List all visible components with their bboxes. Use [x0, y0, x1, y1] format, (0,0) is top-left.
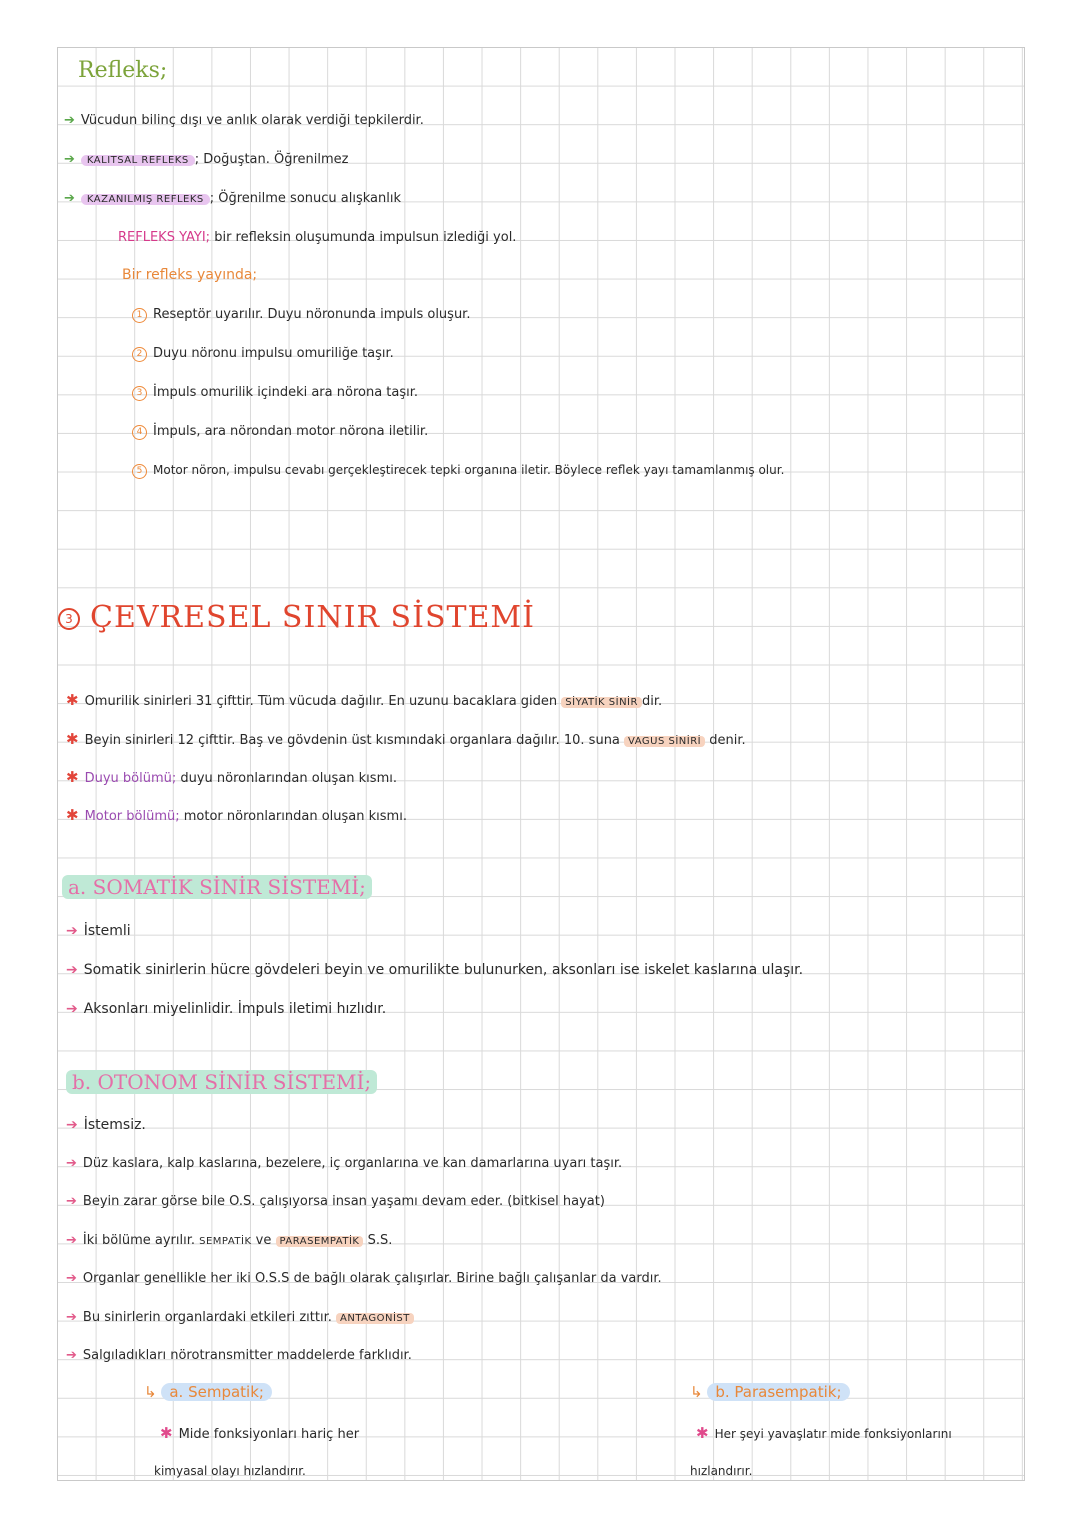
vagus-siniri-highlight: VAGUS SİNİRİ: [624, 736, 705, 747]
arrow-icon: ➔: [66, 1233, 77, 1248]
motor-bolumu-line: ✱ Motor bölümü; motor nöronlarından oluşan kısmı.: [66, 806, 407, 824]
step-number-icon: 2: [132, 347, 147, 362]
arrow-icon: ➔: [66, 1001, 78, 1017]
arrow-icon: ➔: [66, 923, 78, 939]
sub-arrow-icon: ↳: [690, 1383, 703, 1401]
step-number-icon: 5: [132, 464, 147, 479]
star-icon: ✱: [66, 730, 79, 748]
otonom-title: b. OTONOM SİNİR SİSTEMİ;: [66, 1073, 377, 1091]
somatik-title: a. SOMATİK SİNİR SİSTEMİ;: [62, 878, 372, 896]
cevresel-heading: [58, 598, 535, 644]
siyatik-sinir-highlight: SİYATİK SİNİR: [561, 697, 642, 708]
antagonist-highlight: ANTAGONİST: [336, 1313, 414, 1324]
grid-notebook-page: [57, 47, 1025, 1481]
cevresel-bullet: ✱ Beyin sinirleri 12 çifttir. Baş ve gövdenin üst kısmındaki organlara dağılır. 10. suna VAGUS SİNİRİ denir.: [66, 730, 746, 748]
sempatik-text: ✱ Mide fonksiyonları hariç her: [160, 1424, 360, 1442]
otonom-line: ➔ Beyin zarar görse bile O.S. çalışıyorsa insan yaşamı devam eder. (bitkisel hayat): [66, 1194, 605, 1209]
otonom-iki-bolum-line: ➔ İki bölüme ayrılır. SEMPATİK ve PARASEMPATİK S.S.: [66, 1233, 393, 1248]
otonom-line: ➔ Salgıladıkları nörotransmitter maddelerde farklıdır.: [66, 1348, 412, 1363]
parasempatik-heading: ↳ b. Parasempatik;: [690, 1383, 850, 1401]
arrow-icon: ➔: [66, 1117, 78, 1133]
duyu-bolumu-label: Duyu bölümü;: [84, 771, 177, 786]
refleks-yayi-label: REFLEKS YAYI;: [118, 230, 211, 245]
refleks-definition: ➔ Vücudun bilinç dışı ve anlık olarak verdiği tepkilerdir.: [64, 113, 424, 128]
step-number-icon: 3: [132, 386, 147, 401]
kazanilmis-refleks-line: ➔ KAZANILMIŞ REFLEKS ; Öğrenilme sonucu alışkanlık: [64, 191, 402, 206]
refleks-step: 4 İmpuls, ara nörondan motor nörona iletilir.: [132, 423, 428, 441]
otonom-line: ➔ Düz kaslara, kalp kaslarına, bezelere, iç organlarına ve kan damarlarına uyarı taşır.: [66, 1156, 623, 1171]
sub-arrow-icon: ↳: [144, 1383, 157, 1401]
section-number-icon: 3: [58, 608, 80, 630]
arrow-icon: ➔: [66, 962, 78, 978]
duyu-bolumu-line: ✱ Duyu bölümü; duyu nöronlarından oluşan kısmı.: [66, 768, 397, 786]
star-icon: ✱: [696, 1424, 709, 1442]
cevresel-title: ÇEVRESEL SINIR SİSTEMİ: [90, 600, 535, 635]
kalitsal-refleks-line: ➔ KALITSAL REFLEKS ; Doğuştan. Öğrenilmez: [64, 152, 349, 167]
arrow-icon: ➔: [66, 1310, 77, 1325]
arrow-icon: ➔: [64, 113, 75, 128]
star-icon: ✱: [160, 1424, 173, 1442]
refleks-step: 5 Motor nöron, impulsu cevabı gerçekleştirecek tepki organına iletir. Böylece reflek yayı tamamlanmış olur.: [132, 461, 784, 479]
sempatik-label: SEMPATİK: [199, 1236, 252, 1247]
somatik-line: ➔ Somatik sinirlerin hücre gövdeleri beyin ve omurilikte bulunurken, aksonları ise iskelet kaslarına ulaşır.: [66, 962, 804, 978]
refleks-title: Refleks;: [78, 58, 168, 83]
arrow-icon: ➔: [64, 191, 75, 206]
refleks-step: 2 Duyu nöronu impulsu omuriliğe taşır.: [132, 345, 394, 363]
kalitsal-refleks-label: KALITSAL REFLEKS: [81, 155, 195, 166]
arrow-icon: ➔: [66, 1194, 77, 1209]
otonom-line: ➔ Organlar genellikle her iki O.S.S de bağlı olarak çalışırlar. Birine bağlı çalışanlar da vardır.: [66, 1271, 662, 1286]
parasempatik-label: PARASEMPATİK: [276, 1236, 364, 1247]
star-icon: ✱: [66, 691, 79, 709]
refleks-yayi-line: REFLEKS YAYI; bir refleksin oluşumunda impulsun izlediği yol.: [118, 230, 517, 245]
refleks-yayi-intro: Bir refleks yayında;: [122, 267, 258, 283]
star-icon: ✱: [66, 806, 79, 824]
otonom-antagonist-line: ➔ Bu sinirlerin organlardaki etkileri zıttır. ANTAGONİST: [66, 1309, 414, 1328]
sempatik-text: kimyasal olayı hızlandırır.: [154, 1464, 306, 1478]
step-number-icon: 1: [132, 308, 147, 323]
star-icon: ✱: [66, 768, 79, 786]
sempatik-heading: ↳ a. Sempatik;: [144, 1383, 272, 1401]
arrow-icon: ➔: [66, 1271, 77, 1286]
arrow-icon: ➔: [66, 1156, 77, 1171]
parasempatik-text: hızlandırır.: [690, 1464, 753, 1478]
motor-bolumu-label: Motor bölümü;: [84, 809, 180, 824]
arrow-icon: ➔: [66, 1348, 77, 1363]
otonom-line: ➔ İstemsiz.: [66, 1117, 146, 1133]
step-number-icon: 4: [132, 425, 147, 440]
parasempatik-text: ✱ Her şeyi yavaşlatır mide fonksiyonlarını: [696, 1424, 952, 1442]
arrow-icon: ➔: [64, 152, 75, 167]
refleks-step: 1 Reseptör uyarılır. Duyu nöronunda impuls oluşur.: [132, 306, 470, 324]
refleks-step: 3 İmpuls omurilik içindeki ara nörona taşır.: [132, 384, 418, 402]
somatik-line: ➔ İstemli: [66, 923, 131, 939]
somatik-line: ➔ Aksonları miyelinlidir. İmpuls iletimi hızlıdır.: [66, 1001, 387, 1017]
cevresel-bullet: ✱ Omurilik sinirleri 31 çifttir. Tüm vücuda dağılır. En uzunu bacaklara giden SİYATİK SİNİR dir.: [66, 691, 663, 709]
kazanilmis-refleks-label: KAZANILMIŞ REFLEKS: [81, 194, 210, 205]
